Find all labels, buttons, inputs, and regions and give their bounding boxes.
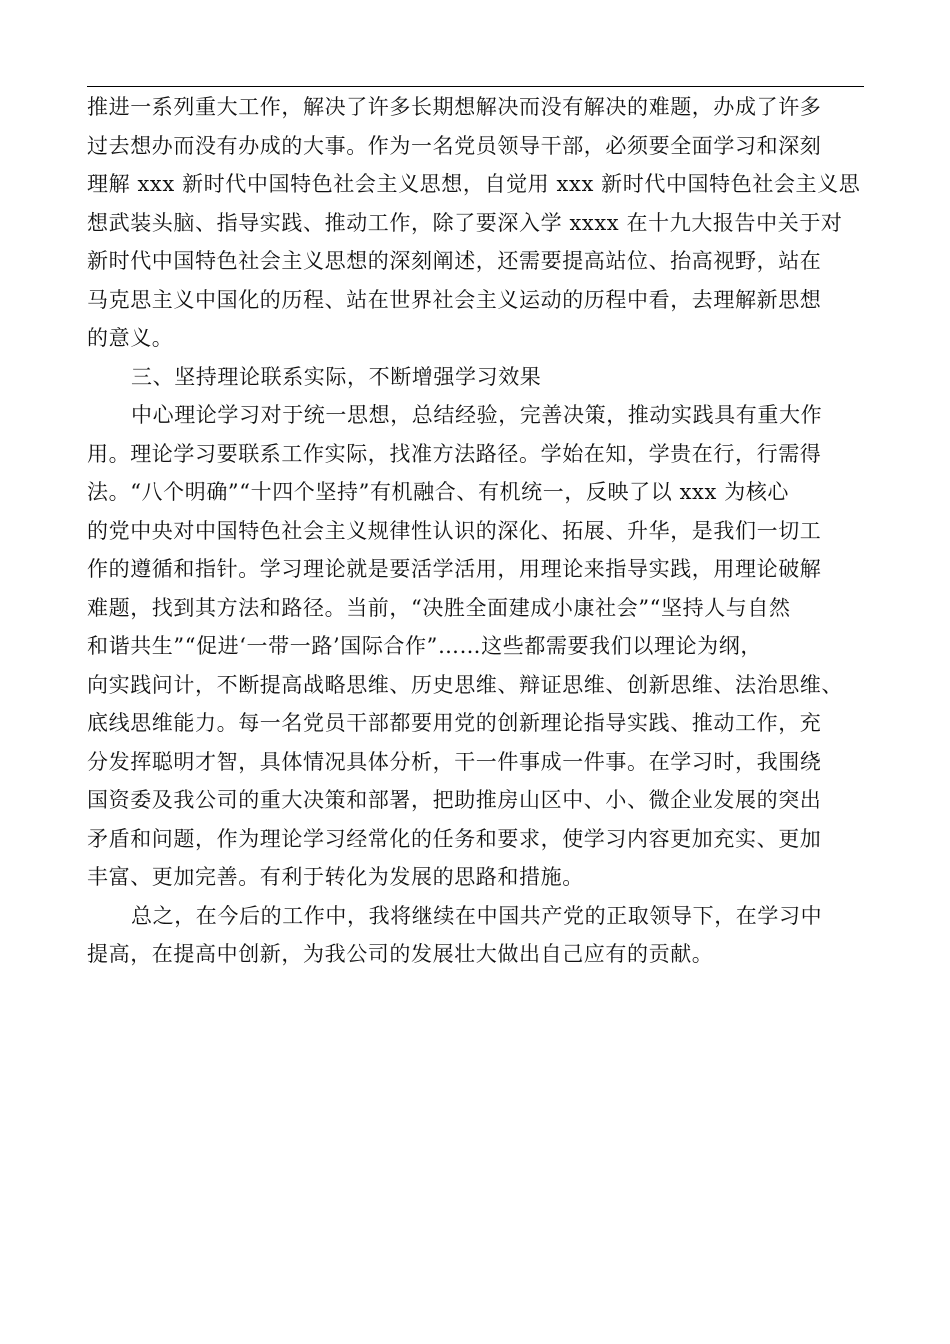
paragraph-line: 难题，找到其方法和路径。当前，“决胜全面建成小康社会”“坚持人与自然 [87,595,791,620]
paragraph-line: 和谐共生”“促进‘一带一路’国际合作”……这些都需要我们以理论为纲， [87,634,762,658]
paragraph-line: 作的遵循和指针。学习理论就是要活学活用，用理论来指导实践，用理论破解 [87,557,822,581]
paragraph-line: 丰富、更加完善。有利于转化为发展的思路和措施。 [87,865,584,889]
paragraph-line: 过去想办而没有办成的大事。作为一名党员领导干部，必须要全面学习和深刻 [87,133,822,158]
paragraph-line: 底线思维能力。每一名党员干部都要用党的创新理论指导实践、推动工作，充 [87,711,822,735]
paragraph-line: 新时代中国特色社会主义思想的深刻阐述，还需要提高站位、抬高视野，站在 [87,249,822,273]
paragraph-line: 法。“八个明确”“十四个坚持”有机融合、有机统一，反映了以 xxx 为核心 [87,480,790,504]
paragraph-line: 马克思主义中国化的历程、站在世界社会主义运动的历程中看，去理解新思想 [87,287,822,312]
continuation-paragraph [87,88,877,358]
paragraph-line: 中心理论学习对于统一思想，总结经验，完善决策，推动实践具有重大作 [131,403,823,427]
paragraph-line: 的党中央对中国特色社会主义规律性认识的深化、拓展、升华，是我们一切工 [87,518,822,543]
paragraph-line: 理解 xxx 新时代中国特色社会主义思想，自觉用 xxx 新时代中国特色社会主义思 [87,172,861,196]
paragraph-line: 矛盾和问题，作为理论学习经常化的任务和要求，使学习内容更加充实、更加 [87,826,822,851]
conclusion-paragraph [87,897,877,974]
section-paragraph [87,396,877,897]
paragraph-line: 分发挥聪明才智，具体情况具体分析，干一件事成一件事。在学习时，我围绕 [87,749,822,774]
paragraph-line: 总之，在今后的工作中，我将继续在中国共产党的正取领导下，在学习中 [131,903,823,928]
document-body [87,88,877,974]
paragraph-line: 国资委及我公司的重大决策和部署，把助推房山区中、小、微企业发展的突出 [87,788,822,812]
paragraph-line: 的意义。 [87,326,174,350]
paragraph-line: 想武装头脑、指导实践、推动工作，除了要深入学 xxxx 在十九大报告中关于对 [87,210,843,235]
paragraph-line: 提高，在提高中创新，为我公司的发展壮大做出自己应有的贡献。 [87,942,714,966]
header-rule [87,86,864,87]
paragraph-line: 用。理论学习要联系工作实际，找准方法路径。学始在知，学贵在行，行需得 [87,441,822,466]
paragraph-line: 推进一系列重大工作，解决了许多长期想解决而没有解决的难题，办成了许多 [87,95,822,119]
paragraph-line: 向实践问计，不断提高战略思维、历史思维、辩证思维、创新思维、法治思维、 [87,672,843,697]
section-heading: 三、坚持理论联系实际，不断增强学习效果 [131,364,542,389]
